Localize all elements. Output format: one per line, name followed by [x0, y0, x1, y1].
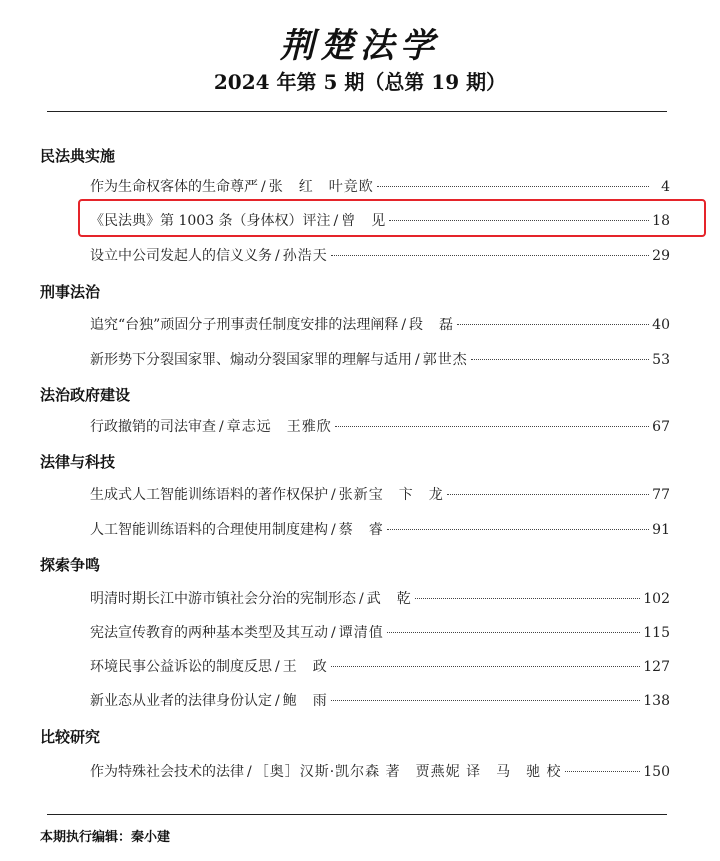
toc-entry[interactable] [90, 588, 670, 610]
separator: / [275, 693, 280, 709]
page-number: 18 [652, 213, 670, 229]
article-author: 武 乾 [366, 591, 412, 607]
bottom-divider [47, 814, 667, 815]
toc-entry[interactable] [90, 176, 670, 198]
separator: / [275, 248, 280, 264]
separator: / [331, 625, 336, 641]
dot-leader [387, 632, 641, 633]
separator: / [247, 764, 252, 780]
article-author: 孙浩天 [282, 248, 328, 264]
page-number: 29 [652, 248, 670, 264]
page-number: 138 [643, 693, 670, 709]
page-number: 4 [661, 179, 670, 195]
page-number: 102 [643, 591, 670, 607]
article-author: 蔡 睿 [338, 522, 384, 538]
article-title: 设立中公司发起人的信义义务 [90, 248, 272, 264]
article-author: 章志远 王雅欣 [226, 419, 332, 435]
article-author: 曾 见 [341, 213, 387, 229]
page-number: 77 [652, 487, 670, 503]
toc-entry[interactable] [90, 761, 670, 783]
separator: / [359, 591, 364, 607]
article-author: 段 磊 [409, 317, 455, 333]
article-title: 行政撤销的司法审查 [90, 419, 216, 435]
separator: / [219, 419, 224, 435]
top-divider [47, 111, 667, 112]
article-title: 生成式人工智能训练语料的著作权保护 [90, 487, 328, 503]
dot-leader [331, 666, 641, 667]
section-heading-criminal-law: 刑事法治 [40, 283, 101, 301]
page-number: 67 [652, 419, 670, 435]
article-title: 人工智能训练语料的合理使用制度建构 [90, 522, 328, 538]
separator: / [275, 659, 280, 675]
dot-leader [457, 324, 649, 325]
article-author: 郭世杰 [422, 352, 468, 368]
highlight-box [78, 199, 706, 237]
article-title: 作为生命权客体的生命尊严 [90, 179, 258, 195]
article-author: 张 红 叶竞欧 [268, 179, 374, 195]
dot-leader [565, 771, 641, 772]
dot-leader [471, 359, 649, 360]
article-title: 新形势下分裂国家罪、煽动分裂国家罪的理解与适用 [90, 352, 412, 368]
toc-entry[interactable] [90, 416, 670, 438]
article-author: 王 政 [282, 659, 328, 675]
toc-entry[interactable] [90, 245, 670, 267]
dot-leader [387, 529, 649, 530]
dot-leader [331, 255, 649, 256]
toc-entry[interactable] [90, 484, 670, 506]
toc-entry[interactable] [90, 349, 670, 371]
separator: / [333, 213, 339, 229]
page-number: 115 [643, 625, 670, 641]
toc-entry[interactable] [90, 314, 670, 336]
article-title: 宪法宣传教育的两种基本类型及其互动 [90, 625, 328, 641]
page-number: 91 [652, 522, 670, 538]
dot-leader [377, 186, 649, 187]
article-author: 鲍 雨 [282, 693, 328, 709]
separator: / [415, 352, 420, 368]
toc-entry[interactable] [90, 622, 670, 644]
article-author: 张新宝 卞 龙 [338, 487, 444, 503]
section-heading-government: 法治政府建设 [40, 386, 131, 404]
dot-leader [331, 700, 641, 701]
dot-leader [335, 426, 649, 427]
toc-entry[interactable] [90, 656, 670, 678]
article-title: 《民法典》第 1003 条（身体权）评注 [90, 213, 331, 229]
page-number: 40 [652, 317, 670, 333]
separator: / [331, 487, 336, 503]
executive-editor: 本期执行编辑：秦小建 [40, 830, 171, 845]
article-title: 作为特殊社会技术的法律 [90, 764, 244, 780]
article-author: 谭清值 [338, 625, 384, 641]
dot-leader [447, 494, 649, 495]
toc-entry[interactable] [90, 690, 670, 712]
dot-leader [415, 598, 641, 599]
journal-logo: 荆楚法学 [280, 26, 440, 66]
page-number: 53 [652, 352, 670, 368]
separator: / [261, 179, 266, 195]
section-heading-exploration: 探索争鸣 [40, 556, 101, 574]
page-number: 127 [643, 659, 670, 675]
article-title: 追究“台独”顽固分子刑事责任制度安排的法理阐释 [90, 317, 399, 333]
section-heading-law-tech: 法律与科技 [40, 453, 116, 471]
article-title: 明清时期长江中游市镇社会分治的宪制形态 [90, 591, 356, 607]
section-heading-civil-code: 民法典实施 [40, 147, 116, 165]
article-title: 环境民事公益诉讼的制度反思 [90, 659, 272, 675]
issue-number: 2024 年第 5 期（总第 19 期） [213, 70, 507, 94]
article-author: ［奥］汉斯·凯尔森 著 贾燕妮 译 马 驰 校 [254, 764, 562, 780]
toc-entry[interactable] [90, 519, 670, 541]
separator: / [331, 522, 336, 538]
article-title: 新业态从业者的法律身份认定 [90, 693, 272, 709]
section-heading-comparative: 比较研究 [40, 728, 101, 746]
separator: / [401, 317, 407, 333]
page-number: 150 [643, 764, 670, 780]
